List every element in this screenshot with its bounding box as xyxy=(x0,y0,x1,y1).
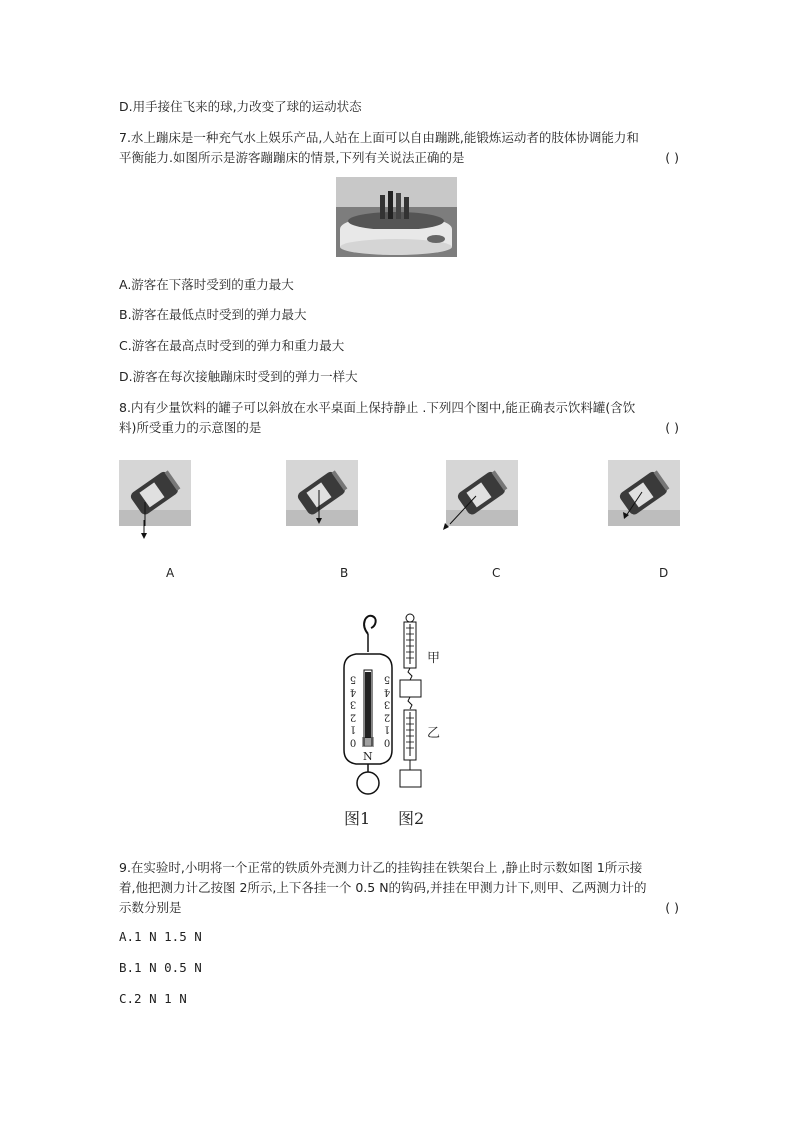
scale-numbers-left: 0 1 2 3 4 5 xyxy=(349,673,357,748)
q8-stem-line1: 8.内有少量饮料的罐子可以斜放在水平桌面上保持静止 .下列四个图中,能正确表示饮料罐(含饮 xyxy=(119,400,636,415)
q8-label-a: A xyxy=(166,566,175,580)
question-9 xyxy=(119,858,679,918)
q9-option-c: C.2 N 1 N xyxy=(119,991,187,1006)
caption-figure-1: 图1 xyxy=(344,809,371,828)
can-image-a xyxy=(119,460,191,526)
question-8 xyxy=(119,398,679,438)
label-yi: 乙 xyxy=(427,726,441,741)
q7-option-c: C.游客在最高点时受到的弹力和重力最大 xyxy=(119,338,345,353)
q8-stem-line2: 料)所受重力的示意图的是 xyxy=(119,420,262,435)
q7-stem-line1: 7.水上蹦床是一种充气水上娱乐产品,人站在上面可以自由蹦跳,能锻炼运动者的肢体协调能力和 xyxy=(119,130,639,145)
q9-option-b: B.1 N 0.5 N xyxy=(119,960,202,975)
q6-option-d: D.用手接住飞来的球,力改变了球的运动状态 xyxy=(119,99,362,114)
trampoline-illustration xyxy=(336,177,457,257)
scale-numbers-right: 0 1 2 3 4 5 xyxy=(383,673,391,748)
caption-figure-2: 图2 xyxy=(398,809,425,828)
can-image-d xyxy=(608,460,680,526)
q8-answer-paren: ( ) xyxy=(665,420,679,435)
can-image-b xyxy=(286,460,358,526)
q8-label-d: D xyxy=(659,566,669,580)
q7-option-b: B.游客在最低点时受到的弹力最大 xyxy=(119,307,307,322)
trampoline-photo xyxy=(336,177,457,257)
q9-stem-line2: 着,他把测力计乙按图 2所示,上下各挂一个 0.5 N的钩码,并挂在甲测力计下,则甲、乙两测力计的 xyxy=(119,880,647,895)
q7-option-d: D.游客在每次接触蹦床时受到的弹力一样大 xyxy=(119,369,358,384)
q9-stem-line1: 9.在实验时,小明将一个正常的铁质外壳测力计乙的挂钩挂在铁架台上 ,静止时示数如图 1所示接 xyxy=(119,860,643,875)
q8-label-b: B xyxy=(340,566,349,580)
gravity-arrow-a xyxy=(139,520,149,540)
can-image-c xyxy=(446,460,518,526)
q7-option-a: A.游客在下落时受到的重力最大 xyxy=(119,277,294,292)
q7-answer-paren: ( ) xyxy=(665,150,679,165)
q9-option-a: A.1 N 1.5 N xyxy=(119,929,202,944)
q9-stem-line3: 示数分别是 xyxy=(119,900,182,915)
gravity-arrow-c xyxy=(442,518,454,532)
scale-unit: N xyxy=(363,750,373,763)
question-7 xyxy=(119,128,679,168)
q8-label-c: C xyxy=(492,566,501,580)
q9-answer-paren: ( ) xyxy=(665,900,679,915)
label-jia: 甲 xyxy=(427,651,441,666)
q7-stem-line2: 平衡能力.如图所示是游客蹦蹦床的情景,下列有关说法正确的是 xyxy=(119,150,465,165)
